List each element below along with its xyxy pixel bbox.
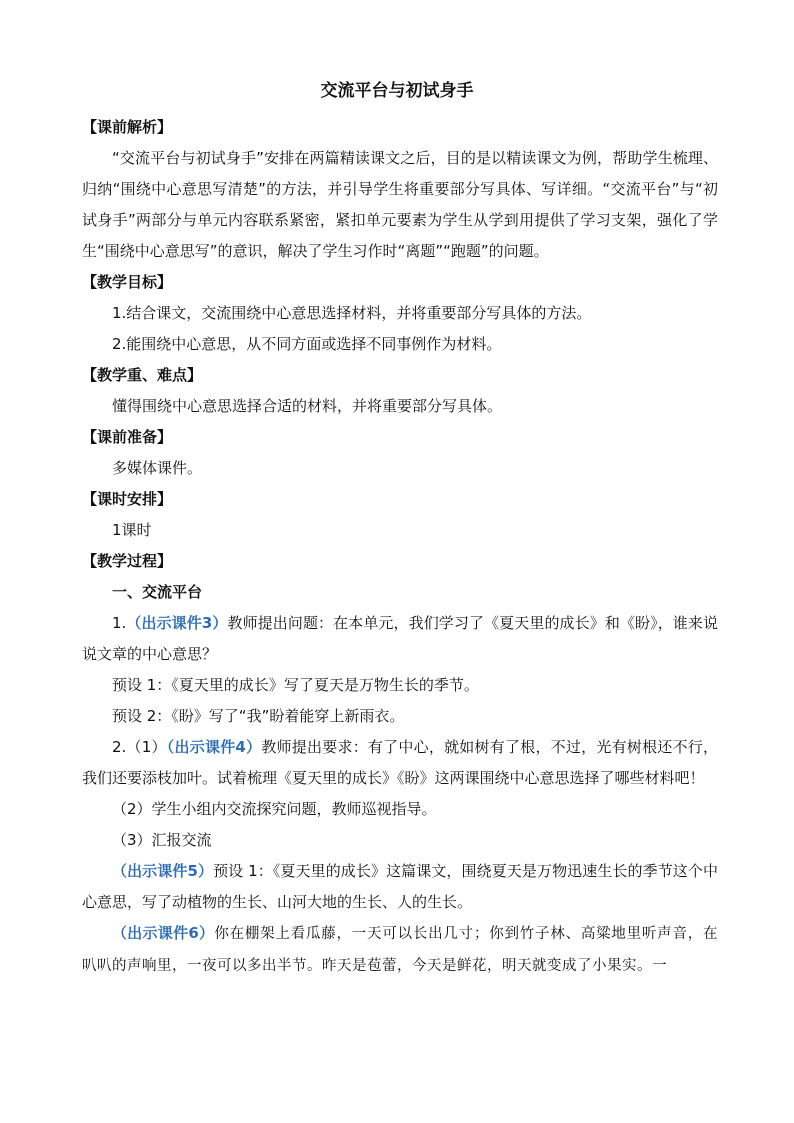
courseware-tag-4: （出示课件4） [166, 738, 262, 756]
section-heading-prep: 【课前准备】 [82, 428, 173, 446]
courseware-tag-3: （出示课件3） [126, 614, 228, 632]
section-heading-process: 【教学过程】 [82, 552, 173, 570]
goal-item-2: 2.能围绕中心意思，从不同方面或选择不同事例作为材料。 [112, 335, 502, 353]
courseware-tag-6: （出示课件6） [112, 924, 215, 942]
document-body [82, 112, 718, 982]
page-title: 交流平台与初试身手 [320, 81, 474, 101]
schedule-paragraph: 1课时 [112, 521, 152, 539]
step-3-text: 预设 1：《夏天里的成长》这篇课文，围绕夏天是万物迅速生长的季节这个中心意思，写了动植物的生长、山河大地的生长、人的生长。 [82, 862, 718, 911]
process-step-3 [82, 856, 718, 918]
step-1-number: 1. [112, 614, 127, 632]
analysis-paragraph: “交流平台与初试身手”安排在两篇精读课文之后，目的是以精读课文为例，帮助学生梳理、归纳“围绕中心意思写清楚”的方法，并引导学生将重要部分写具体、写详细。“交流平台”与“初试身手”两部分与单元内容联系紧密，紧扣单元要素为学生从学到用提供了学习支架，强化了学生“围绕中心意思写”的意识，解决了学生习作时“离题”“跑题”的问题。 [82, 149, 718, 260]
process-step-2 [82, 732, 718, 794]
process-step-1 [82, 608, 718, 670]
keypoints-paragraph: 懂得围绕中心意思选择合适的材料，并将重要部分写具体。 [112, 397, 503, 415]
section-heading-analysis: 【课前解析】 [82, 118, 173, 136]
preset-2: 预设 2：《盼》写了“我”盼着能穿上新雨衣。 [112, 707, 405, 725]
process-step-4 [82, 918, 718, 982]
step-1-text: 教师提出问题：在本单元，我们学习了《夏天里的成长》和《盼》，谁来说说文章的中心意思？ [82, 614, 718, 663]
process-step-2-2: （2）学生小组内交流探究问题，教师巡视指导。 [112, 800, 437, 818]
process-part1-heading: 一、交流平台 [112, 583, 203, 601]
step-4-quote: 你在棚架上看瓜藤，一天可以长出几寸；你到竹子林、高粱地里听声音，在叭叭的声响里，一夜可以多出半节。昨天是苞蕾，今天是鲜花，明天就变成了小果实。一 [82, 926, 718, 974]
section-heading-goals: 【教学目标】 [82, 273, 173, 291]
prep-paragraph: 多媒体课件。 [112, 459, 203, 477]
step-2-number: 2.（1） [112, 738, 167, 756]
section-heading-keypoints: 【教学重、难点】 [82, 366, 203, 384]
preset-1: 预设 1：《夏天里的成长》写了夏天是万物生长的季节。 [112, 676, 479, 694]
section-heading-schedule: 【课时安排】 [82, 490, 173, 508]
step-2-text: 教师提出要求：有了中心，就如树有了根，不过，光有树根还不行，我们还要添枝加叶。试着梳理《夏天里的成长》《盼》这两课围绕中心意思选择了哪些材料吧！ [82, 738, 718, 787]
goal-item-1: 1.结合课文，交流围绕中心意思选择材料，并将重要部分写具体的方法。 [112, 304, 592, 322]
courseware-tag-5: （出示课件5） [112, 862, 214, 880]
process-step-2-3: （3）汇报交流 [112, 831, 212, 849]
